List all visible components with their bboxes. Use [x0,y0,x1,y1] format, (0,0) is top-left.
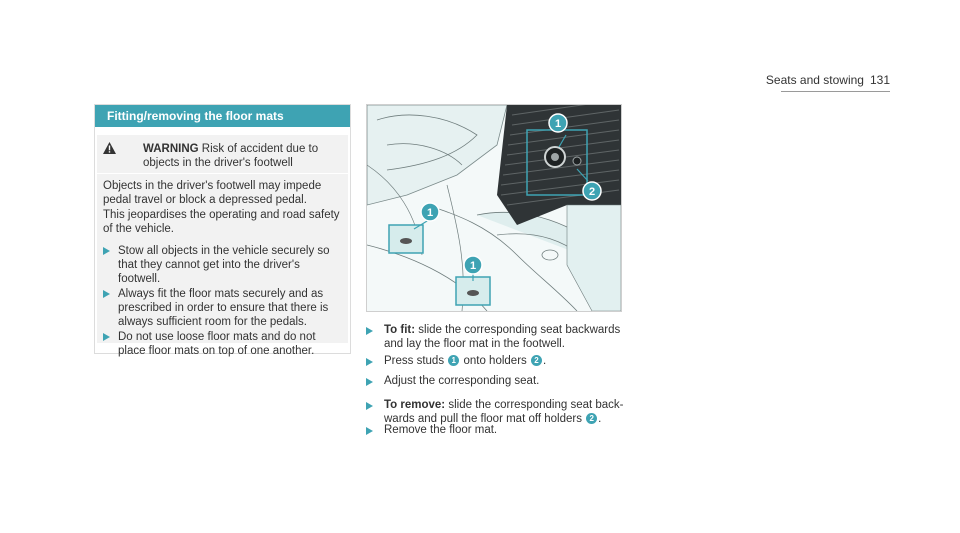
callout-marker: 2 [531,355,542,366]
step-text [384,323,634,351]
warning-title [143,142,353,170]
bullet-arrow-icon [366,402,373,410]
page-number: 131 [869,73,890,87]
list-item-text: Always fit the floor mats securely and as prescribed in order to ensure that there is always sufficient room for the pedals. [118,288,329,328]
step-description: slide the corresponding seat back-wards and pull the floor mat off holders [384,399,624,425]
bullet-arrow-icon [366,358,373,366]
svg-text:1: 1 [554,118,562,130]
footwell-drawing [367,105,621,311]
step-description: slide the corresponding seat backwards and lay the floor mat in the footwell. [384,324,621,350]
floor-mat-illustration [366,104,622,312]
step-text: Remove the floor mat. [384,424,498,436]
bullet-arrow-icon [103,333,110,341]
step-text [384,398,634,426]
warning-paragraph: Objects in the driver's footwell may impede pedal travel or block a depressed pedal. [103,180,322,206]
svg-text:1: 1 [426,207,434,219]
step-text [384,354,634,368]
warning-label: WARNING [143,143,199,155]
bullet-arrow-icon [366,427,373,435]
warning-box [97,135,348,357]
step-label: To remove: [384,399,446,411]
section-title: Seats and stowing [765,73,864,87]
bullet-arrow-icon [103,247,110,255]
bullet-arrow-icon [366,378,373,386]
divider [97,173,348,174]
page-header [766,73,890,87]
step-description: Press studs [384,355,445,367]
warning-panel [94,104,351,357]
header-rule [781,91,890,92]
bullet-arrow-icon [103,290,110,298]
list-item-text: Do not use loose floor mats and do not place floor mats on top of one another. [118,331,316,357]
punctuation: . [542,355,547,367]
callout-marker: 2 [586,413,597,424]
warning-text: Risk of accident due to objects in the driver's footwell [143,143,319,169]
callout-1 [421,203,439,221]
callout-2 [583,182,601,200]
warning-paragraph: This jeopardises the operating and road safety of the vehicle. [103,209,340,235]
step-text: Adjust the corresponding seat. [384,375,540,387]
list-item-text: Stow all objects in the vehicle securely so that they cannot get into the driver's footwell. [118,245,330,285]
warning-triangle-icon [103,142,116,154]
punctuation: . [598,413,602,425]
step-description: onto holders [463,355,527,367]
bullet-arrow-icon [366,327,373,335]
svg-text:2: 2 [588,186,596,198]
svg-text:1: 1 [469,260,477,272]
callout-marker: 1 [448,355,459,366]
callout-1 [549,114,567,132]
section-heading: Fitting/removing the floor mats [95,105,350,127]
callout-1 [464,256,482,274]
step-label: To fit: [384,324,416,336]
